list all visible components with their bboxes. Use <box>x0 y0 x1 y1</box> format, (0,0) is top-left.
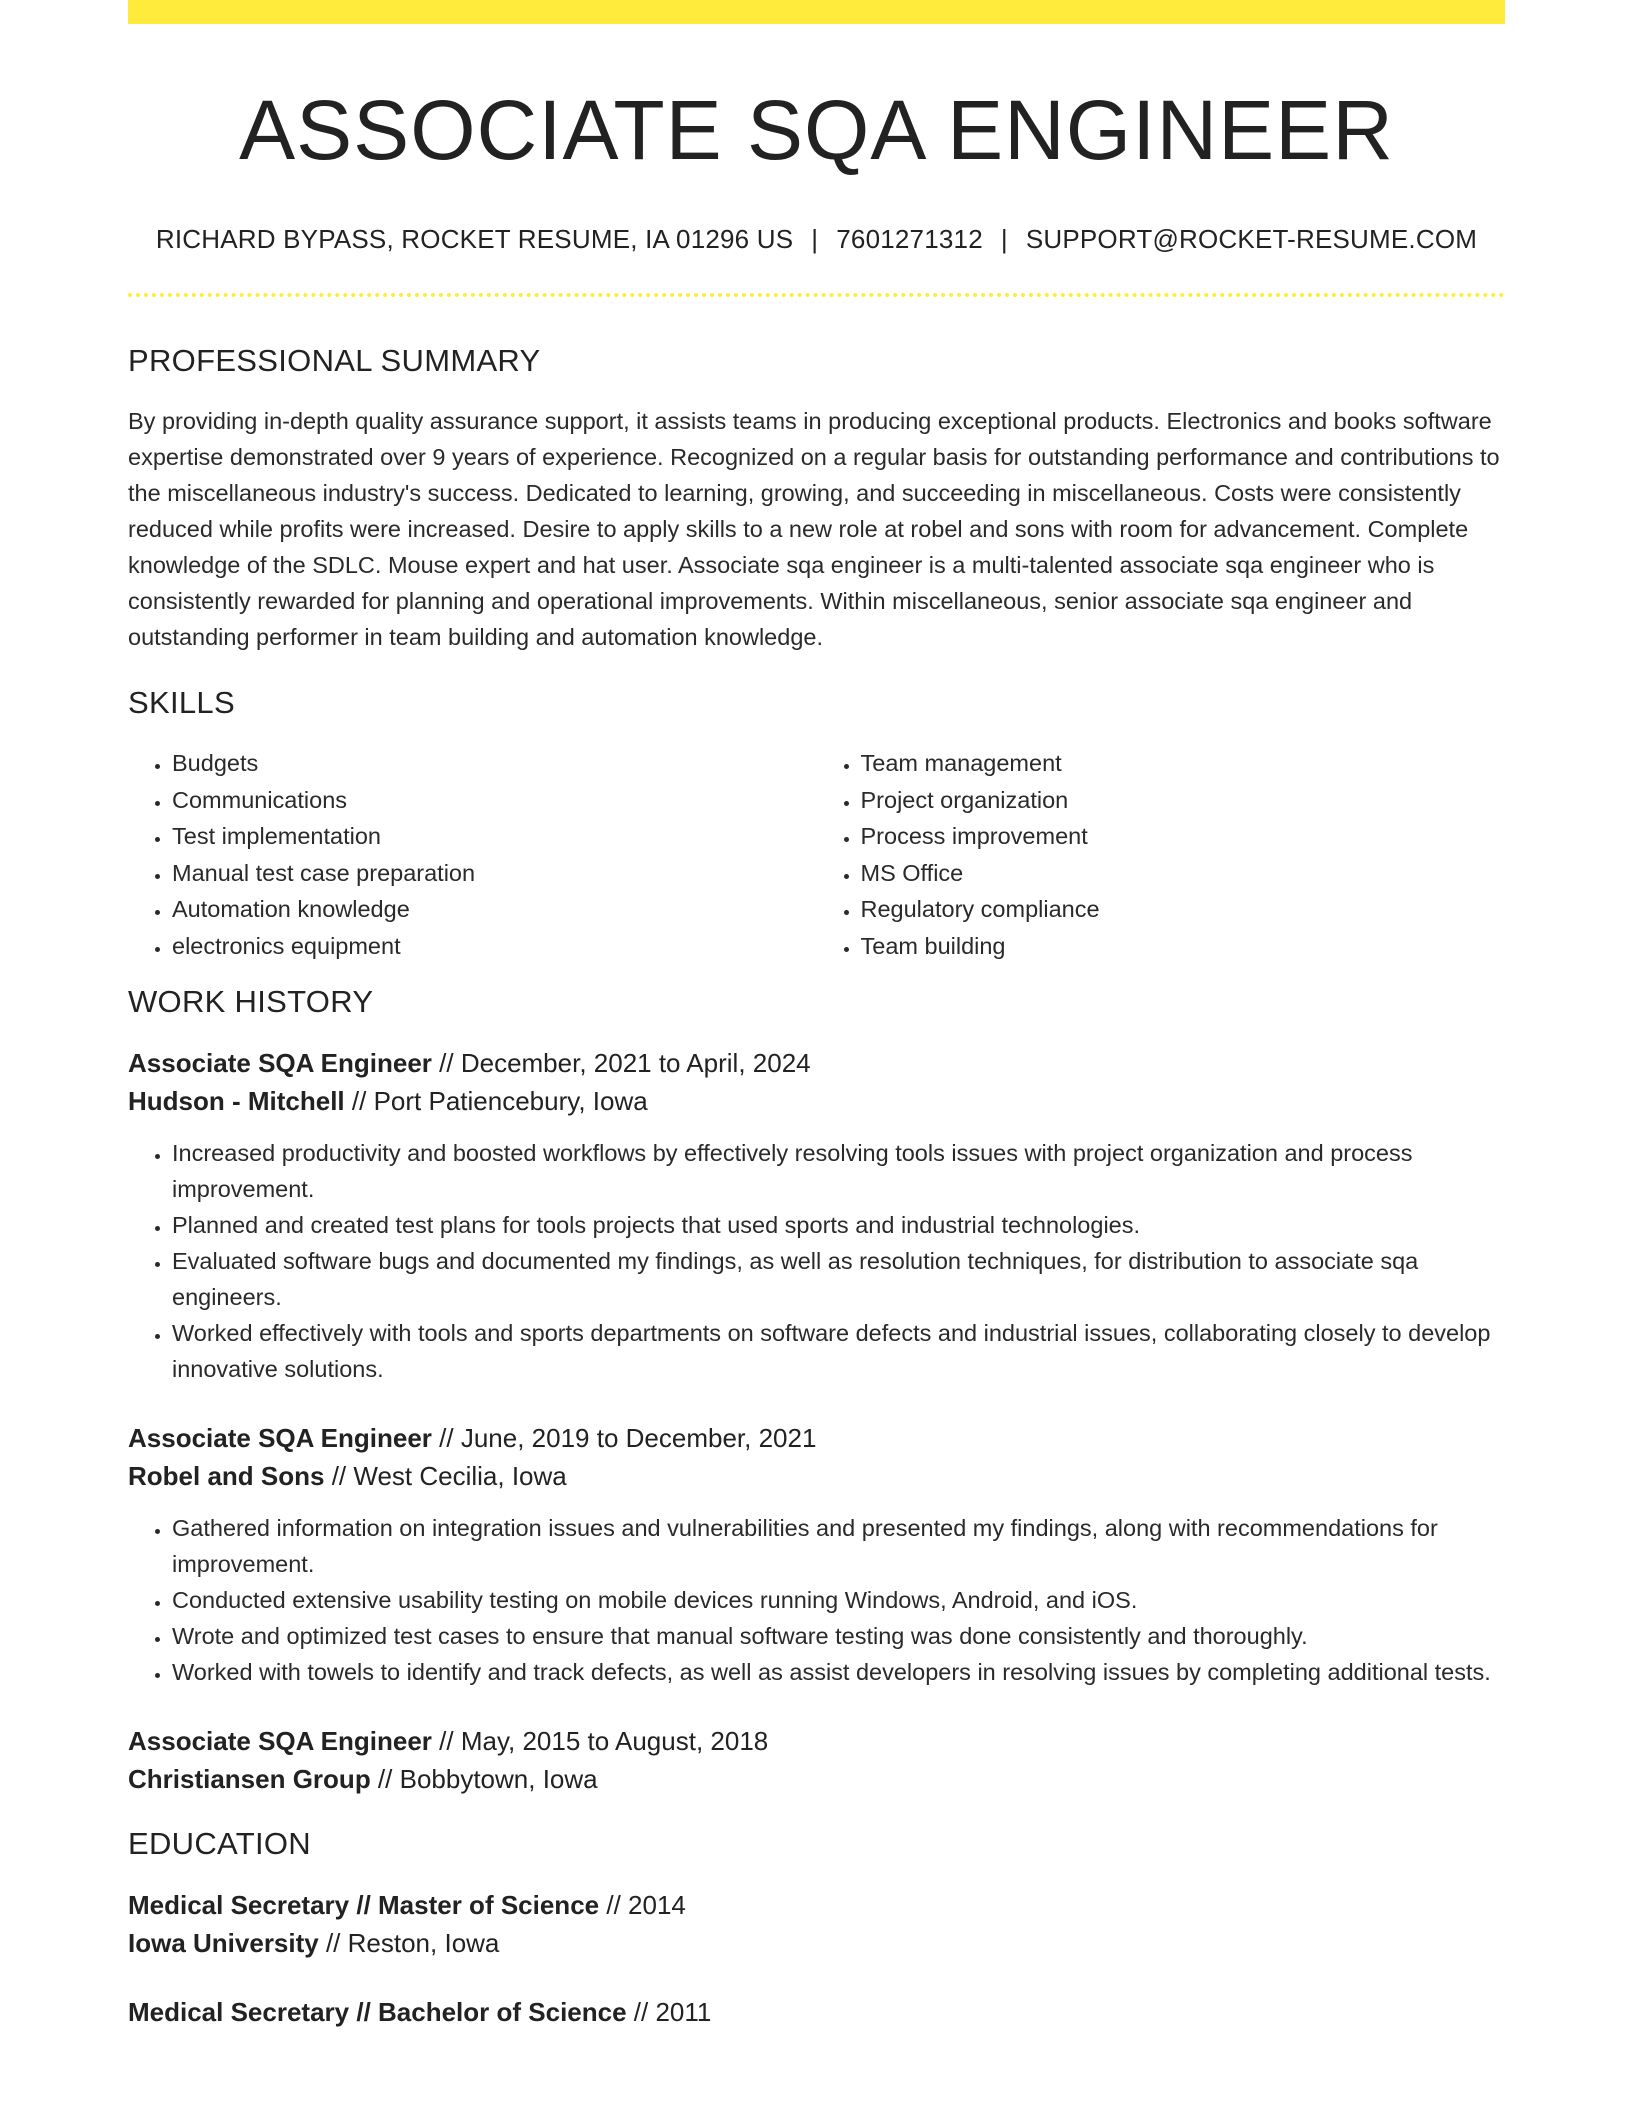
job-bullet: • Worked effectively with tools and sports departments on software defects and industrial issues, collaborating closely to develop innovative solutions. <box>172 1315 1505 1387</box>
education-school: Iowa University <box>128 1928 319 1959</box>
education-location: Reston, Iowa <box>347 1928 500 1959</box>
skill-item: • Automation knowledge <box>172 891 817 928</box>
job-entry <box>128 1419 1505 1690</box>
skills-grid <box>128 745 1505 964</box>
job-bullet: • Conducted extensive usability testing on mobile devices running Windows, Android, and iOS. <box>172 1582 1505 1618</box>
skills-list-left <box>128 745 817 964</box>
contact-address: RICHARD BYPASS, ROCKET RESUME, IA 01296 US <box>155 224 794 255</box>
skill-item: • Communications <box>172 782 817 819</box>
skill-item: • Project organization <box>861 782 1506 819</box>
job-company-line <box>128 1457 1505 1495</box>
job-bullet: • Wrote and optimized test cases to ensure that manual software testing was done consistently and thoroughly. <box>172 1618 1505 1654</box>
contact-separator: | <box>1000 224 1008 255</box>
job-company: Robel and Sons <box>128 1461 325 1492</box>
job-title: Associate SQA Engineer <box>128 1423 432 1454</box>
section-heading-education: EDUCATION <box>128 1826 311 1862</box>
job-location: Bobbytown, Iowa <box>399 1764 598 1795</box>
job-bullet: • Gathered information on integration issues and vulnerabilities and presented my findings, along with recommendations for improvement. <box>172 1510 1505 1582</box>
separator: // <box>431 1048 461 1079</box>
education-degree-line <box>128 1993 1505 2031</box>
education-school-line <box>128 1924 1505 1962</box>
job-title: Associate SQA Engineer <box>128 1048 432 1079</box>
education-degree-line <box>128 1886 1505 1924</box>
job-entry <box>128 1722 1505 1798</box>
skill-item: • Process improvement <box>861 818 1506 855</box>
job-bullet: • Planned and created test plans for tools projects that used sports and industrial technologies. <box>172 1207 1505 1243</box>
skill-item: • Regulatory compliance <box>861 891 1506 928</box>
dotted-divider <box>128 293 1505 297</box>
separator: // <box>370 1764 400 1795</box>
job-title-line <box>128 1419 1505 1457</box>
separator: // <box>344 1086 374 1117</box>
job-dates: June, 2019 to December, 2021 <box>460 1423 817 1454</box>
job-bullets <box>128 1510 1505 1690</box>
separator: // <box>431 1726 461 1757</box>
job-bullet: • Increased productivity and boosted workflows by effectively resolving tools issues with project organization and process improvement. <box>172 1135 1505 1207</box>
education-entry <box>128 1886 1505 1962</box>
resume-page <box>128 0 1505 2031</box>
job-company: Christiansen Group <box>128 1764 371 1795</box>
job-bullets <box>128 1135 1505 1387</box>
section-heading-work-history: WORK HISTORY <box>128 984 374 1020</box>
education-degree: Medical Secretary // Master of Science <box>128 1890 600 1921</box>
job-company-line <box>128 1760 1505 1798</box>
skill-item: • Team management <box>861 745 1506 782</box>
job-location: West Cecilia, Iowa <box>353 1461 567 1492</box>
skill-item: • Test implementation <box>172 818 817 855</box>
job-dates: May, 2015 to August, 2018 <box>460 1726 769 1757</box>
education-year: 2011 <box>655 1997 712 2028</box>
skill-item: • electronics equipment <box>172 928 817 965</box>
accent-top-bar <box>128 0 1505 24</box>
education-entry <box>128 1993 1505 2031</box>
separator: // <box>324 1461 354 1492</box>
section-heading-summary: PROFESSIONAL SUMMARY <box>128 343 541 379</box>
skill-item: • MS Office <box>861 855 1506 892</box>
job-company-line <box>128 1082 1505 1120</box>
skill-item: • Team building <box>861 928 1506 965</box>
separator: // <box>431 1423 461 1454</box>
separator: // <box>599 1890 629 1921</box>
job-entry <box>128 1044 1505 1387</box>
education-year: 2014 <box>628 1890 686 1921</box>
contact-line <box>128 224 1505 255</box>
summary-text: By providing in-depth quality assurance support, it assists teams in producing exceptional products. Electronics and books software expertise demonstrated over 9 years of experience. Recognized on a regular basis for outstanding performance and contributions to the miscellaneous industry's success. Dedicated to learning, growing, and succeeding in miscellaneous. Costs were consistently reduced while profits were increased. Desire to apply skills to a new role at robel and sons with room for advancement. Complete knowledge of the SDLC. Mouse expert and hat user. Associate sqa engineer is a multi-talented associate sqa engineer who is consistently rewarded for planning and operational improvements. Within miscellaneous, senior associate sqa engineer and outstanding performer in team building and automation knowledge. <box>128 408 1500 651</box>
skill-item: • Budgets <box>172 745 817 782</box>
separator: // <box>626 1997 656 2028</box>
job-title-line <box>128 1722 1505 1760</box>
job-title: Associate SQA Engineer <box>128 1726 432 1757</box>
contact-email: SUPPORT@ROCKET-RESUME.COM <box>1025 224 1478 255</box>
contact-separator: | <box>811 224 819 255</box>
job-bullet: • Worked with towels to identify and track defects, as well as assist developers in resolving issues by completing additional tests. <box>172 1654 1505 1690</box>
job-location: Port Patiencebury, Iowa <box>373 1086 648 1117</box>
resume-title: ASSOCIATE SQA ENGINEER <box>239 83 1394 177</box>
job-bullet: • Evaluated software bugs and documented my findings, as well as resolution techniques, for distribution to associate sqa engineers. <box>172 1243 1505 1315</box>
skill-item: • Manual test case preparation <box>172 855 817 892</box>
education-degree: Medical Secretary // Bachelor of Science <box>128 1997 627 2028</box>
job-company: Hudson - Mitchell <box>128 1086 345 1117</box>
skills-list-right <box>817 745 1506 964</box>
job-dates: December, 2021 to April, 2024 <box>460 1048 811 1079</box>
contact-phone: 7601271312 <box>836 224 983 255</box>
separator: // <box>318 1928 348 1959</box>
job-title-line <box>128 1044 1505 1082</box>
section-heading-skills: SKILLS <box>128 685 235 721</box>
